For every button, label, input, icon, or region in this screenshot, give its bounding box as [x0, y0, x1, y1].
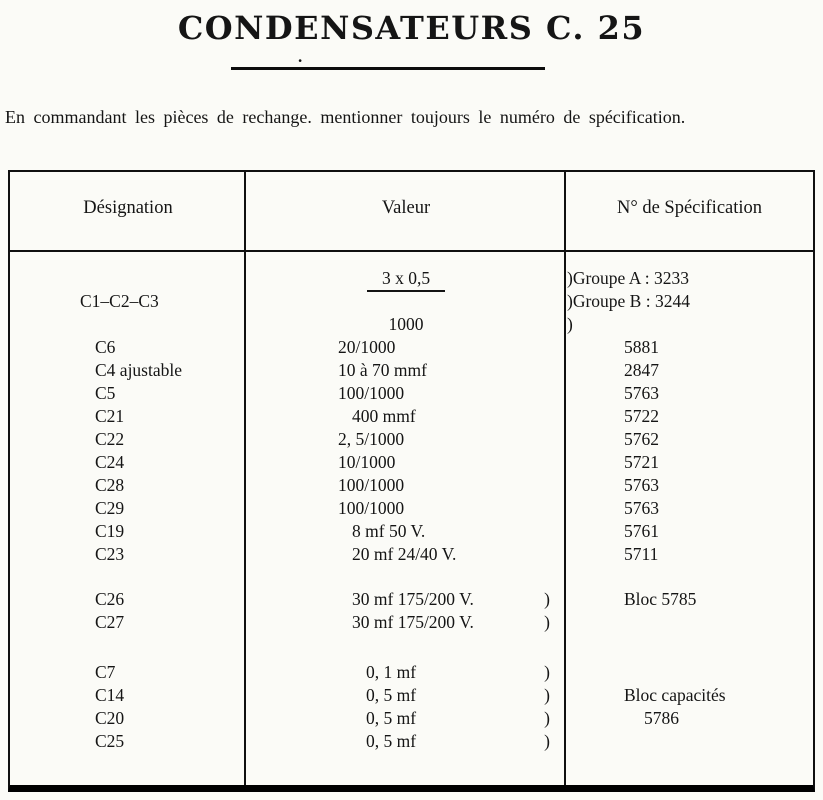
title-rule-dot: . — [298, 47, 303, 66]
cell-designation: C20 — [95, 708, 125, 728]
fraction-numerator: 3 x 0,5 — [367, 267, 445, 292]
cell-designation: C21 — [95, 406, 125, 426]
valeur-text: 0, 5 mf — [366, 685, 417, 705]
cell-spec: )Groupe A : 3233 — [567, 268, 690, 288]
cell-designation: C24 — [95, 452, 125, 472]
header-specification: N° de Spécification — [616, 198, 763, 218]
cell-designation: C29 — [95, 498, 125, 518]
cell-spec: 5721 — [624, 452, 659, 472]
cell-spec: 5711 — [624, 544, 659, 564]
table-row — [10, 661, 813, 684]
group-paren: ) — [544, 708, 550, 728]
table-row — [10, 290, 813, 313]
group-paren: ) — [544, 731, 550, 751]
cell-designation: C5 — [95, 383, 116, 403]
cell-spec: 5762 — [624, 429, 659, 449]
cell-valeur: 100/1000 — [338, 383, 405, 403]
table-row — [10, 313, 813, 336]
header-designation: Désignation — [83, 198, 173, 218]
cell-valeur: 100/1000 — [338, 475, 405, 495]
cell-valeur — [246, 313, 566, 336]
cell-designation: C19 — [95, 521, 125, 541]
cell-spec: 2847 — [624, 360, 659, 380]
cell-valeur: 400 mmf — [352, 406, 416, 426]
cell-designation: C28 — [95, 475, 125, 495]
cell-designation: C25 — [95, 731, 125, 751]
cell-designation: C14 — [95, 685, 125, 705]
group-paren: ) — [544, 685, 550, 705]
cell-spec: 5763 — [624, 498, 659, 518]
cell-spec: )Groupe B : 3244 — [567, 291, 690, 311]
table-row — [10, 336, 813, 359]
table-row — [10, 428, 813, 451]
cell-spec: 5761 — [624, 521, 659, 541]
title-rule-wrap — [0, 47, 823, 77]
cell-spec — [566, 661, 813, 684]
cell-spec — [566, 730, 813, 753]
cell-spec — [566, 611, 813, 634]
cell-valeur — [246, 707, 566, 730]
table-row — [10, 520, 813, 543]
table-row — [10, 382, 813, 405]
cell-valeur — [246, 267, 566, 290]
cell-spec: Bloc capacités — [624, 685, 726, 705]
cell-designation: C27 — [95, 612, 125, 632]
cell-valeur — [246, 730, 566, 753]
group-paren: ) — [544, 662, 550, 682]
valeur-text: 30 mf 175/200 V. — [352, 589, 474, 609]
cell-designation: C6 — [95, 337, 116, 357]
cell-valeur: 20 mf 24/40 V. — [352, 544, 457, 564]
intro-text: En commandant les pièces de rechange. mentionner toujours le numéro de spécification. — [5, 107, 686, 127]
cell-designation — [10, 267, 246, 290]
cell-spec: 5763 — [624, 475, 659, 495]
cell-valeur — [246, 588, 566, 611]
parts-table — [8, 170, 815, 792]
cell-valeur — [246, 611, 566, 634]
fraction-denominator: 1000 — [388, 314, 424, 334]
cell-spec: ) — [567, 314, 573, 334]
table-row — [10, 707, 813, 730]
table-header-row — [10, 172, 813, 252]
cell-designation: C1–C2–C3 — [80, 291, 159, 311]
table-row — [10, 267, 813, 290]
cell-valeur: 100/1000 — [338, 498, 405, 518]
cell-valeur: 8 mf 50 V. — [352, 521, 426, 541]
cell-designation: C22 — [95, 429, 125, 449]
cell-designation: C4 ajustable — [95, 360, 182, 380]
table-row — [10, 543, 813, 566]
cell-designation: C26 — [95, 589, 125, 609]
valeur-text: 0, 5 mf — [366, 708, 417, 728]
valeur-text: 0, 5 mf — [366, 731, 417, 751]
cell-valeur: 20/1000 — [338, 337, 396, 357]
cell-spec: 5722 — [624, 406, 659, 426]
cell-valeur: 10/1000 — [338, 452, 396, 472]
table-row — [10, 451, 813, 474]
cell-valeur — [246, 290, 566, 313]
valeur-text: 30 mf 175/200 V. — [352, 612, 474, 632]
table-row — [10, 359, 813, 382]
group-paren: ) — [544, 612, 550, 632]
cell-spec: 5763 — [624, 383, 659, 403]
group-paren: ) — [544, 589, 550, 609]
header-valeur: Valeur — [381, 198, 431, 218]
cell-valeur: 10 à 70 mmf — [338, 360, 427, 380]
table-row — [10, 588, 813, 611]
cell-spec: Bloc 5785 — [624, 589, 697, 609]
table-row — [10, 497, 813, 520]
cell-valeur — [246, 661, 566, 684]
table-body — [10, 252, 813, 753]
page-title: CONDENSATEURS C. 25 — [177, 9, 646, 47]
cell-spec: 5786 — [644, 708, 679, 728]
table-row — [10, 474, 813, 497]
table-row — [10, 684, 813, 707]
cell-valeur — [246, 684, 566, 707]
cell-valeur: 2, 5/1000 — [338, 429, 405, 449]
title-rule — [231, 67, 545, 70]
table-row — [10, 405, 813, 428]
cell-designation: C23 — [95, 544, 125, 564]
cell-designation: C7 — [95, 662, 116, 682]
cell-designation — [10, 313, 246, 336]
table-row — [10, 730, 813, 753]
table-row — [10, 611, 813, 634]
cell-spec: 5881 — [624, 337, 659, 357]
valeur-text: 0, 1 mf — [366, 662, 417, 682]
